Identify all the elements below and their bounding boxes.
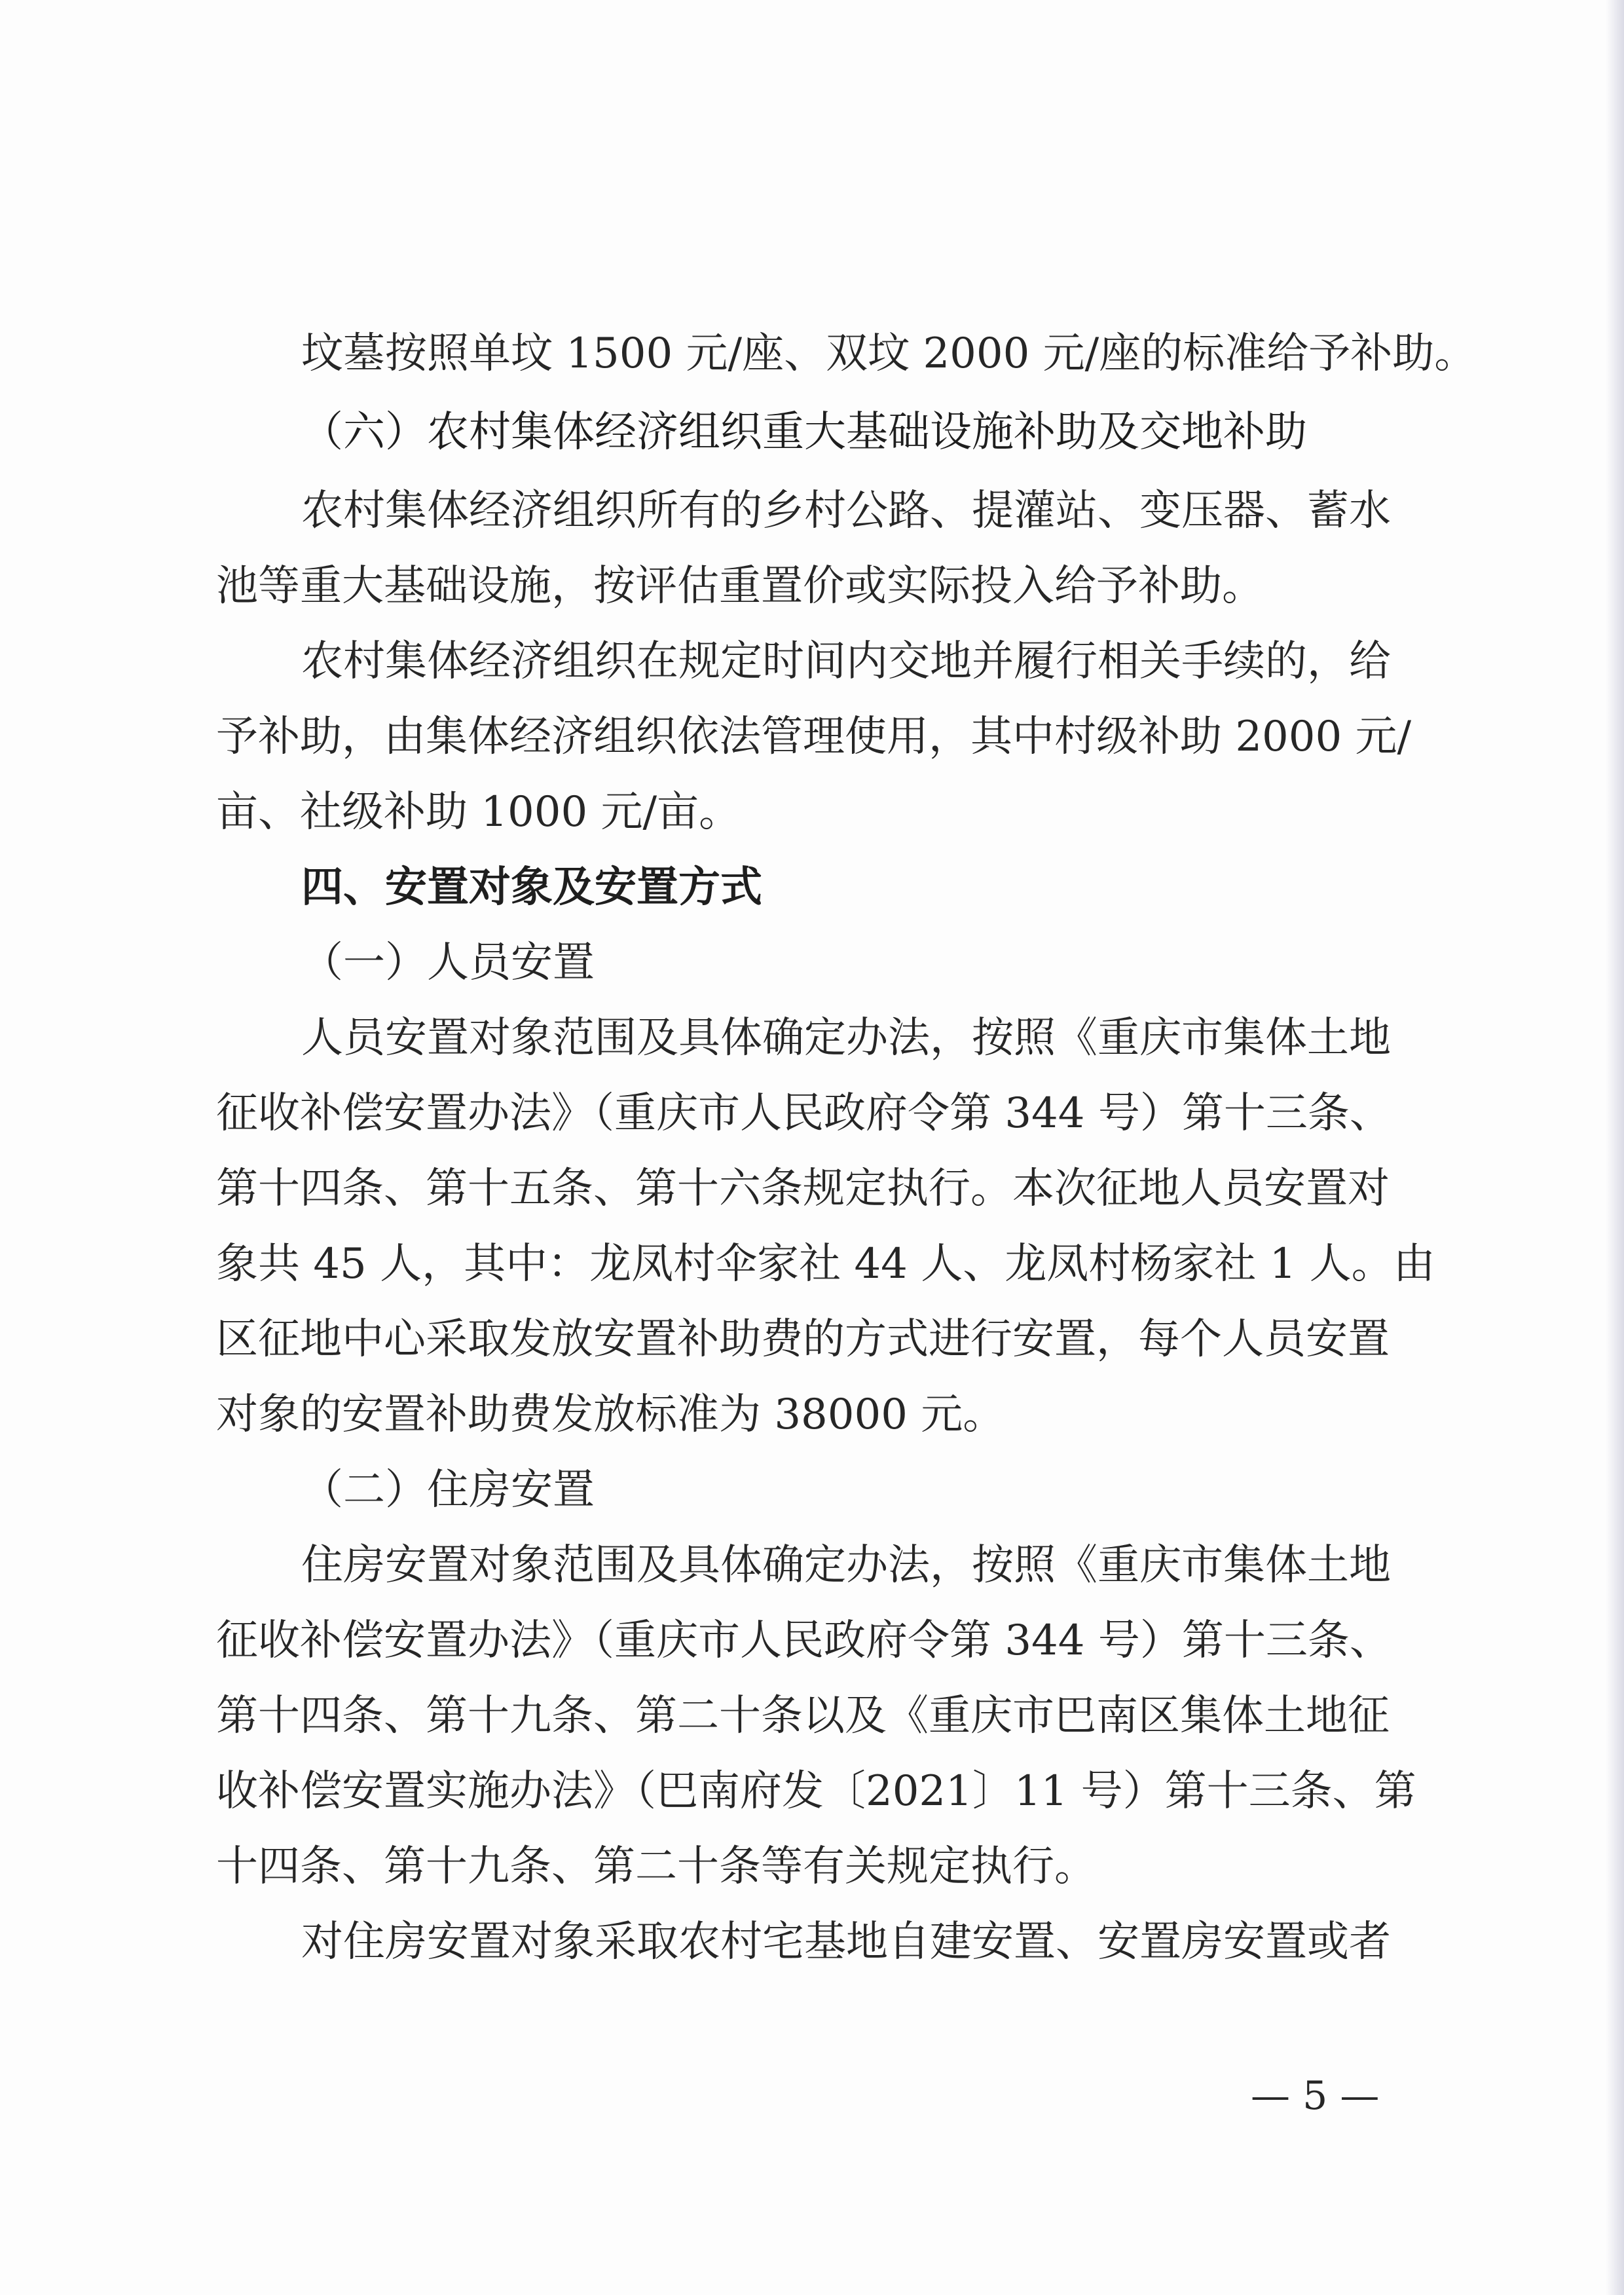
page-number: — 5 — [1251,2073,1380,2119]
paragraph-housing-methods-line-1: 对住房安置对象采取农村宅基地自建安置、安置房安置或者 [301,1918,1391,1966]
paragraph-land-handover-line-2: 予补助，由集体经济组织依法管理使用，其中村级补助 2000 元/ [216,713,1412,761]
scan-edge-shadow [1606,0,1624,2295]
subheading-housing-resettlement: （二）住房安置 [301,1466,595,1514]
paragraph-personnel-line-3: 第十四条、第十五条、第十六条规定执行。本次征地人员安置对 [216,1165,1390,1213]
paragraph-housing-line-5: 十四条、第十九条、第二十条等有关规定执行。 [216,1842,1096,1891]
paragraph-infrastructure-line-1: 农村集体经济组织所有的乡村公路、提灌站、变压器、蓄水 [301,487,1391,535]
paragraph-land-handover-line-3: 亩、社级补助 1000 元/亩。 [216,788,741,836]
section-heading-resettlement: 四、安置对象及安置方式 [301,863,762,912]
subheading-infrastructure-subsidy: （六）农村集体经济组织重大基础设施补助及交地补助 [301,408,1307,457]
paragraph-personnel-line-6: 对象的安置补助费发放标准为 38000 元。 [216,1390,1005,1439]
paragraph-housing-line-1: 住房安置对象范围及具体确定办法，按照《重庆市集体土地 [301,1541,1391,1590]
paragraph-housing-line-3: 第十四条、第十九条、第二十条以及《重庆市巴南区集体土地征 [216,1692,1390,1740]
paragraph-land-handover-line-1: 农村集体经济组织在规定时间内交地并履行相关手续的，给 [301,637,1391,686]
paragraph-personnel-line-4: 象共 45 人，其中：龙凤村伞家社 44 人、龙凤村杨家社 1 人。由 [216,1240,1435,1288]
paragraph-housing-line-2: 征收补偿安置办法》（重庆市人民政府令第 344 号）第十三条、 [216,1616,1392,1665]
paragraph-grave-compensation: 坟墓按照单坟 1500 元/座、双坟 2000 元/座的标准给予补助。 [301,329,1477,378]
paragraph-personnel-line-1: 人员安置对象范围及具体确定办法，按照《重庆市集体土地 [301,1014,1391,1062]
paragraph-personnel-line-5: 区征地中心采取发放安置补助费的方式进行安置，每个人员安置 [216,1315,1390,1364]
subheading-personnel-resettlement: （一）人员安置 [301,939,595,987]
paragraph-infrastructure-line-2: 池等重大基础设施，按评估重置价或实际投入给予补助。 [216,562,1264,610]
paragraph-housing-line-4: 收补偿安置实施办法》（巴南府发〔2021〕11 号）第十三条、第 [216,1767,1416,1816]
paragraph-personnel-line-2: 征收补偿安置办法》（重庆市人民政府令第 344 号）第十三条、 [216,1089,1392,1138]
